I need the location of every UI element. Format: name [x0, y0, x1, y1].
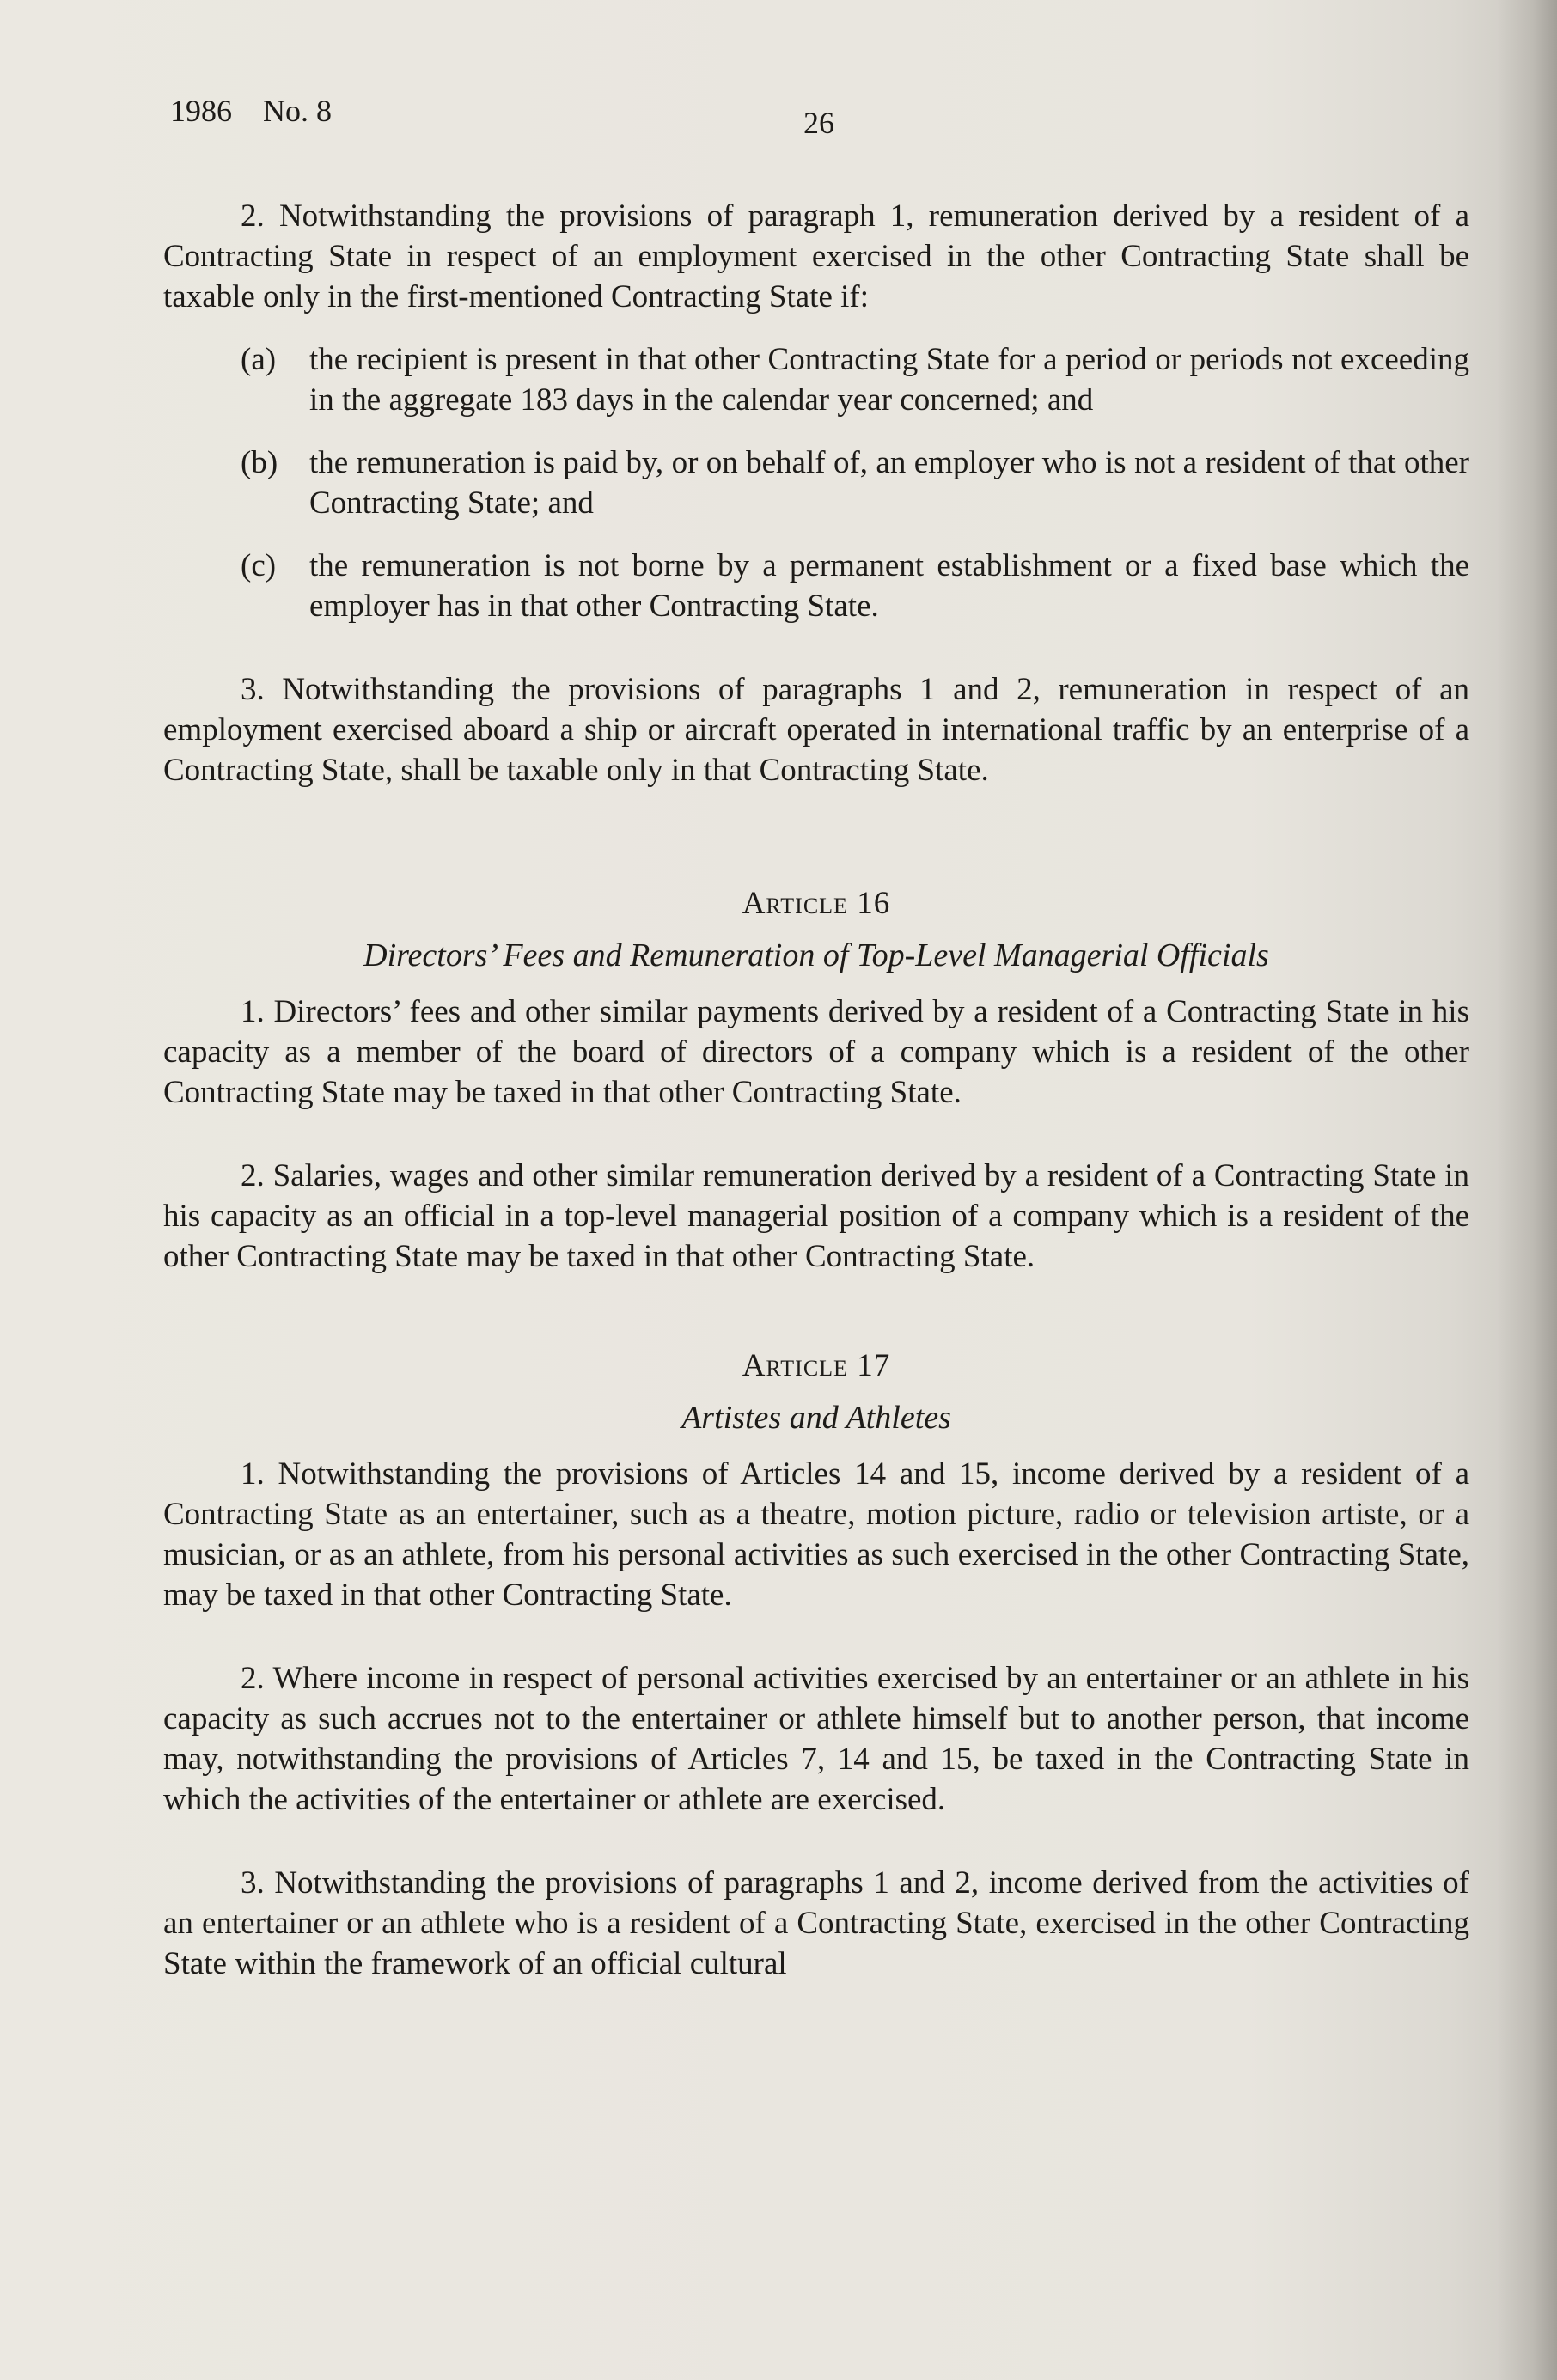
- article15-item-c: [163, 546, 1469, 626]
- article15-paragraph-2: 2. Notwithstanding the provisions of paragraph 1, remuneration derived by a resident of a Contracting State in respect of an employment exercised in the other Contracting State shall be taxable only in the first-mentioned Contracting State if:: [163, 198, 1469, 314]
- item-text: the remuneration is paid by, or on behalf of, an employer who is not a resident of that other Contracting State; and: [309, 445, 1469, 521]
- document-body: [163, 196, 1469, 2027]
- article17-paragraph-3: 3. Notwithstanding the provisions of paragraphs 1 and 2, income derived from the activities of an entertainer or an athlete who is a resident of a Contracting State, exercised in the other Contracting State within the framework of an official cultural: [163, 1865, 1469, 1981]
- article16-paragraph-1: 1. Directors’ fees and other similar payments derived by a resident of a Contracting State in his capacity as a member of the board of directors of a company which is a resident of the other Contracting State may be taxed in that other Contracting State.: [163, 994, 1469, 1110]
- item-label: (b): [241, 445, 278, 480]
- article16-paragraph-2: 2. Salaries, wages and other similar remuneration derived by a resident of a Contracting State in his capacity as an official in a top-level managerial position of a company which is a resident of the other Contracting State may be taxed in that other Contracting State.: [163, 1158, 1469, 1274]
- article17-title: Artistes and Athletes: [681, 1400, 951, 1436]
- header-year-number: 1986 No. 8: [170, 94, 332, 128]
- article15-paragraph-3: 3. Notwithstanding the provisions of paragraphs 1 and 2, remuneration in respect of an employment exercised aboard a ship or aircraft operated in international traffic by an enterprise of a Contracting State, shall be taxable only in that Contracting State.: [163, 672, 1469, 788]
- article15-item-a: [163, 339, 1469, 420]
- article17-heading: Article 17: [742, 1348, 891, 1383]
- article15-item-b: [163, 442, 1469, 523]
- article17-paragraph-2: 2. Where income in respect of personal activities exercised by an entertainer or an athlete in his capacity as such accrues not to the entertainer or athlete himself but to another person, that income may, notwithstanding the provisions of Articles 7, 14 and 15, be taxed in the Contracting State in which the activities of the entertainer or athlete are exercised.: [163, 1661, 1469, 1817]
- page-header: [170, 93, 1459, 144]
- page-edge-shadow: [1497, 0, 1557, 2380]
- article16-heading: Article 16: [742, 886, 891, 921]
- item-text: the remuneration is not borne by a permanent establishment or a fixed base which the employer has in that other Contracting State.: [309, 548, 1469, 624]
- page-number: 26: [803, 106, 834, 140]
- item-label: (a): [241, 342, 277, 377]
- article17-paragraph-1: 1. Notwithstanding the provisions of Articles 14 and 15, income derived by a resident of a Contracting State as an entertainer, such as a theatre, motion picture, radio or television artiste, or a musician, or as an athlete, from his personal activities as such exercised in the other Contracting State, may be taxed in that other Contracting State.: [163, 1456, 1469, 1613]
- article16-title: Directors’ Fees and Remuneration of Top-Level Managerial Officials: [363, 937, 1269, 973]
- item-label: (c): [241, 548, 277, 583]
- item-text: the recipient is present in that other Contracting State for a period or periods not exceeding in the aggregate 183 days in the calendar year concerned; and: [309, 342, 1469, 418]
